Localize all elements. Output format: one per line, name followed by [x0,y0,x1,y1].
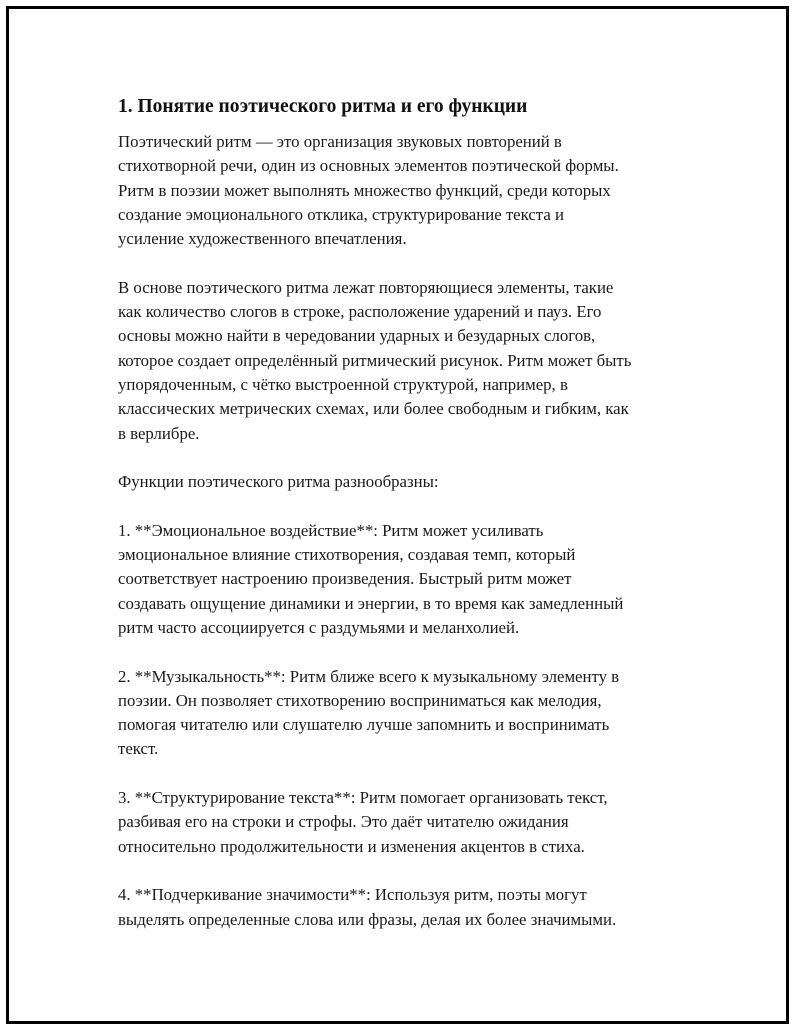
section-title: 1. Понятие поэтического ритма и его функции [118,96,528,117]
list-item-musicality: 2. **Музыкальность**: Ритм ближе всего к музыкальному элементу в поэзии. Он позволяет стихотворению восприниматься как мелодия, помогая читателю или слушателю лучше запомнить и воспринимать текст. [118,666,620,759]
list-item-text-structuring: 3. **Структурирование текста**: Ритм помогает организовать текст, разбивая его на строки и строфы. Это даёт читателю ожидания относительно продолжительности и изменения акцентов в стиха. [118,788,608,856]
list-item-emphasis: 4. **Подчеркивание значимости**: Используя ритм, поэты могут выделять определенные слова или фразы, делая их более значимыми. [118,885,617,929]
paragraph-basis: В основе поэтического ритма лежат повторяющиеся элементы, такие как количество слогов в строке, расположение ударений и пауз. Его основы можно найти в чередовании ударных и безударных слогов, которое создает определённый ритмический рисунок. Ритм может быть упорядоченным, с чётко выстроенной структурой, например, в классических метрических схемах, или более свободным и гибким, как в верлибре. [118,277,632,443]
paragraph-functions-lead: Функции поэтического ритма разнообразны: [118,472,439,492]
document-body [118,93,698,956]
list-item-emotional-impact: 1. **Эмоциональное воздействие**: Ритм может усиливать эмоциональное влияние стихотворения, создавая темп, который соответствует настроению произведения. Быстрый ритм может создавать ощущение динамики и энергии, в то время как замедленный ритм часто ассоциируется с раздумьями и меланхолией. [118,520,624,637]
paragraph-intro: Поэтический ритм — это организация звуковых повторений в стихотворной речи, один из основных элементов поэтической формы. Ритм в поэзии может выполнять множество функций, среди которых создание эмоционального отклика, структурирование текста и усиление художественного впечатления. [118,132,619,249]
